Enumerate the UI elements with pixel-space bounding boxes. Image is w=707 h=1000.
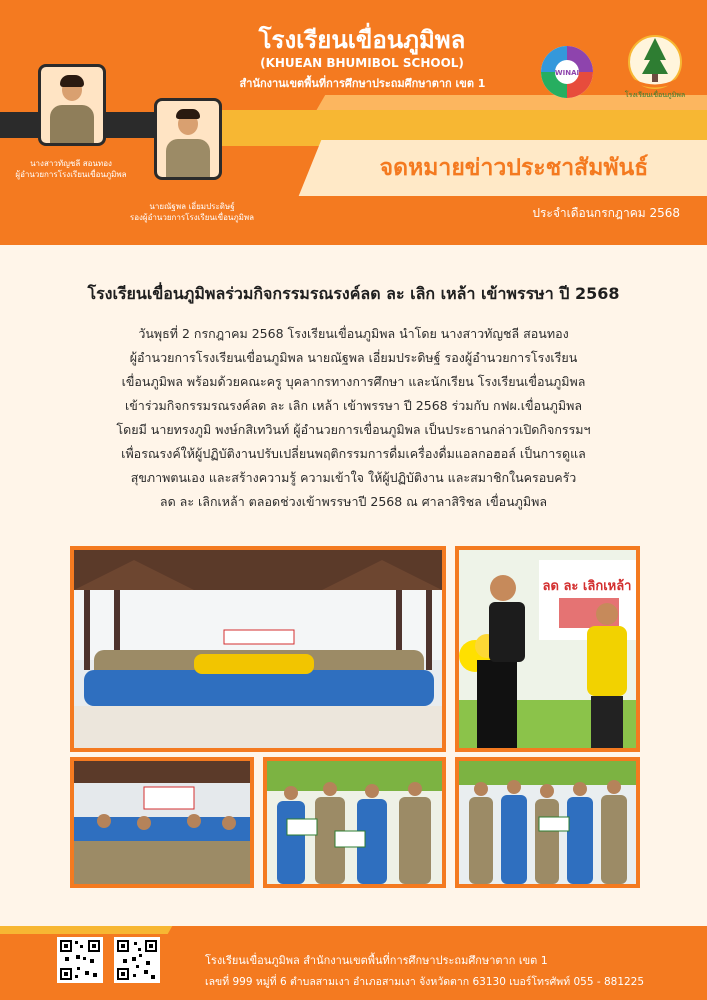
school-office: สำนักงานเขตพื้นที่การศึกษาประถมศึกษาตาก เขต 1 bbox=[239, 77, 486, 90]
article-line: เขื่อนภูมิพล พร้อมด้วยคณะครู บุคลากรทางการศึกษา และนักเรียน โรงเรียนเขื่อนภูมิพล bbox=[121, 374, 586, 389]
director-caption bbox=[14, 158, 128, 180]
students-signs-photo bbox=[263, 757, 446, 888]
director-photo bbox=[38, 64, 106, 146]
deputy-position: รองผู้อำนวยการโรงเรียนเขื่อนภูมิพล bbox=[129, 213, 255, 222]
footer-stripe bbox=[0, 926, 172, 934]
article-line: เพื่อรณรงค์ให้ผู้ปฏิบัติงานปรับเปลี่ยนพฤติกรรมการดื่มเครื่องดื่มแอลกอฮอล์ เป็นการดูแล bbox=[121, 446, 586, 461]
article-line: เข้าร่วมกิจกรรมรณรงค์ลด ละ เลิก เหล้า เข้าพรรษา ปี 2568 ร่วมกับ กฟผ.เขื่อนภูมิพล bbox=[124, 398, 582, 413]
school-name: โรงเรียนเขื่อนภูมิพล bbox=[258, 26, 466, 54]
winai-logo bbox=[530, 44, 604, 100]
header-banner bbox=[0, 0, 707, 245]
qr-code-icon[interactable] bbox=[57, 937, 103, 983]
deputy-director-photo bbox=[154, 98, 222, 180]
director-name: นางสาวทัญชลี สอนทอง bbox=[30, 159, 112, 168]
deputy-name: นายณัฐพล เอี่ยมประดิษฐ์ bbox=[149, 202, 235, 211]
students-line-photo bbox=[455, 757, 640, 888]
students-seated-photo bbox=[70, 757, 254, 888]
footer-school-office: โรงเรียนเขื่อนภูมิพล สำนักงานเขตพื้นที่การศึกษาประถมศึกษาตาก เขต 1 bbox=[205, 954, 548, 967]
article-line: สุขภาพตนเอง และสร้างความรู้ ความเข้าใจ ให้ผู้ปฏิบัติงาน และสมาชิกในครอบครัว bbox=[130, 470, 577, 485]
winai-logo-text: WINAI bbox=[554, 69, 580, 77]
footer-address: เลขที่ 999 หมู่ที่ 6 ตำบลสามเงา อำเภอสามเงา จังหวัดตาก 63130 เบอร์โทรศัพท์ 055 - 881225 bbox=[205, 976, 645, 988]
issue-month: ประจำเดือนกรกฎาคม 2568 bbox=[532, 206, 680, 220]
speaker-photo bbox=[455, 546, 640, 752]
group-photo bbox=[70, 546, 446, 752]
article-headline: โรงเรียนเขื่อนภูมิพลร่วมกิจกรรมรณรงค์ลด ละ เลิก เหล้า เข้าพรรษา ปี 2568 bbox=[87, 284, 620, 303]
school-seal-text: โรงเรียนเขื่อนภูมิพล bbox=[624, 91, 686, 99]
article-line: ผู้อำนวยการโรงเรียนเขื่อนภูมิพล นายณัฐพล เอี่ยมประดิษฐ์ รองผู้อำนวยการโรงเรียน bbox=[129, 350, 578, 365]
article-line: โดยมี นายทรงภูมิ พงษ์กสิเทวินท์ ผู้อำนวยการเขื่อนภูมิพล เป็นประธานกล่าวเปิดกิจกรรมฯ bbox=[116, 422, 591, 437]
banner-text: ลด ละ เลิกเหล้า bbox=[542, 579, 632, 594]
qr-code-icon[interactable] bbox=[114, 937, 160, 983]
school-name-en: (KHUEAN BHUMIBOL SCHOOL) bbox=[260, 56, 464, 70]
deputy-caption bbox=[128, 201, 256, 223]
article-body bbox=[52, 322, 655, 514]
article-line: ลด ละ เลิกเหล้า ตลอดช่วงเข้าพรรษาปี 2568 ณ ศาลาสิริชล เขื่อนภูมิพล bbox=[159, 494, 548, 509]
director-position: ผู้อำนวยการโรงเรียนเขื่อนภูมิพล bbox=[15, 170, 127, 179]
school-seal-logo bbox=[618, 30, 692, 106]
newsletter-title: จดหมายข่าวประชาสัมพันธ์ bbox=[379, 155, 649, 181]
article-line: วันพุธที่ 2 กรกฎาคม 2568 โรงเรียนเขื่อนภูมิพล นำโดย นางสาวทัญชลี สอนทอง bbox=[138, 326, 569, 341]
